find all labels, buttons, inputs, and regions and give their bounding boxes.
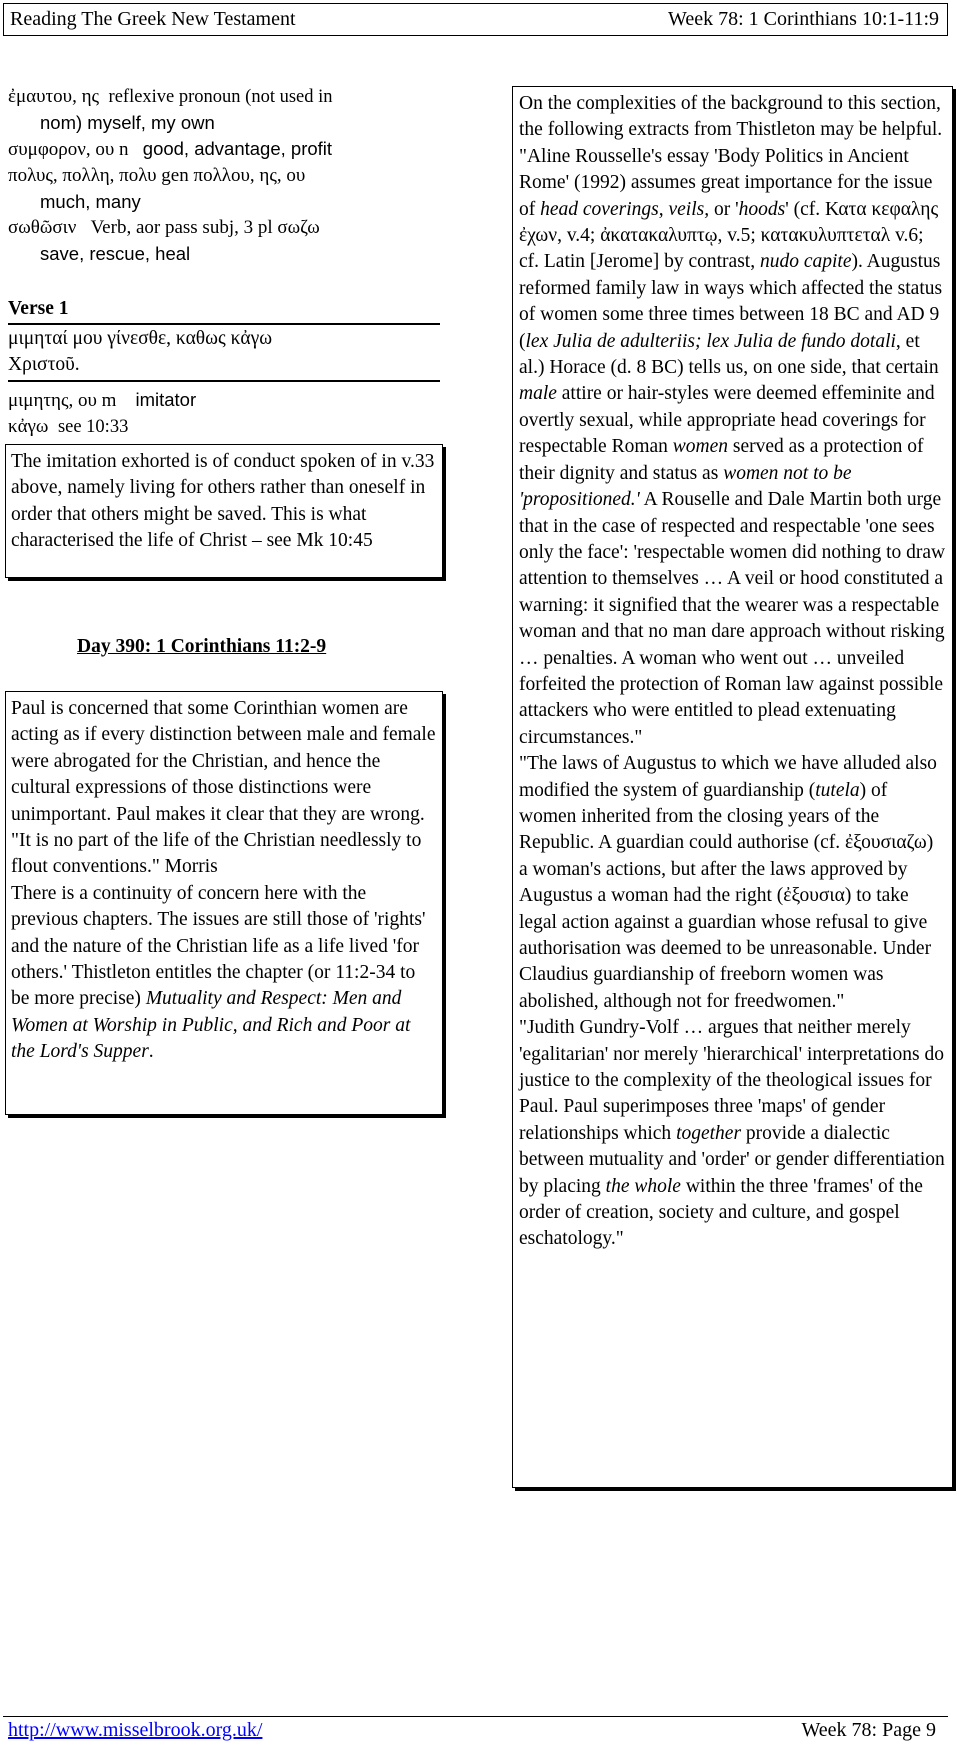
- vocab-gloss: imitator: [135, 389, 197, 410]
- vocab-greek: μιμητης, ου m: [8, 390, 117, 411]
- note-thistleton: [512, 86, 953, 1488]
- vocab-greek: συμφορον, ου n: [8, 139, 129, 160]
- vocab-list-2: [8, 387, 438, 440]
- day-heading: Day 390: 1 Corinthians 11:2-9: [77, 636, 327, 657]
- vocab-list-1: [8, 84, 438, 267]
- footer-page-number: Week 78: Page 9: [801, 1719, 936, 1741]
- note-paragraph: Paul is concerned that some Corinthian women are acting as if every distinction between male and female were abrogated for the Christian, and hence the cultural expressions of those distinctions were unimportant. Paul makes it clear that they are wrong. "It is no part of the life of the Christian needlessly to flout conventions." Morris: [11, 698, 436, 878]
- vocab-gloss-cont: much, many: [40, 191, 141, 212]
- divider: [8, 323, 440, 325]
- vocab-gloss: Verb, aor pass subj, 3 pl σωζω: [90, 217, 320, 238]
- vocab-entry: [8, 163, 438, 215]
- quote-paragraph: On the complexities of the background to this section, the following extracts from Thistleton may be helpful. "Aline Rousselle's essay 'Body Politics in Ancient Rome' (1992) assumes great importance for the issue of head coverings, veils, or 'hoods' (cf. Κατα κεφαλης ἐχων, v.4; ἀκατακαλυπτῳ, v.5; κατακυλυπτεταλ v.6; cf. Latin [Jerome] by contrast, nudo capite). Augustus reformed family law in ways which affected the status of women some three times between 18 BC and AD 9 (lex Julia de adulteriis; lex Julia de fundo dotali, et al.) Horace (d. 8 BC) tells us, on one side, that certain male attire or hair-styles were deemed effeminite and overtly sexual, while appropriate head coverings for respectable Roman women served as a protection of their dignity and status as women not to be 'propositioned.' A Rouselle and Dale Martin both urge that in the case of respected and respectable 'one sees only the face': 'respectable women did nothing to draw attention to themselves … A veil or hood constituted a warning: it signified that the wearer was a respectable woman and that no man dare approach without risking … penalties. A woman who went out … unveiled forfeited the protection of Roman law against possible attackers who were entitled to plead extenuating circumstances.": [519, 93, 946, 748]
- vocab-greek: ἐμαυτου, ης: [8, 86, 100, 107]
- quote-paragraph: "The laws of Augustus to which we have alluded also modified the system of guardianship (tutela) of women inherited from the closing years of the Republic. A guardian could authorise (cf. ἐξουσιαζω) a woman's actions, but after the laws approved by Augustus a woman had the right (ἐξουσια) to take legal action against a guardian whose refusal to give authorisation was deemed to be unreasonable. Under Claudius guardianship of freeborn women was abolished, although not for freedwomen.": [519, 753, 937, 1012]
- page-header: [3, 3, 948, 36]
- note-context: [5, 691, 443, 1115]
- vocab-entry: [8, 215, 438, 267]
- vocab-entry: [8, 387, 438, 414]
- verse-label: Verse 1: [8, 298, 69, 319]
- footer-divider: [3, 1716, 948, 1717]
- header-title: Reading The Greek New Testament: [10, 8, 296, 30]
- vocab-entry: [8, 136, 438, 163]
- note-imitation: [5, 444, 443, 578]
- vocab-gloss: good, advantage, profit: [142, 138, 333, 159]
- note-paragraph: [11, 881, 437, 1066]
- note-text: The imitation exhorted is of conduct spoken of in v.33 above, namely living for others rather than oneself in order that others might be saved. This is what characterised the life of Christ – see Mk 10:45: [11, 451, 435, 552]
- divider: [8, 380, 440, 382]
- vocab-greek: κἀγω: [8, 416, 49, 437]
- quote-paragraph: "Judith Gundry-Volf … argues that neither merely 'egalitarian' nor merely 'hierarchical' interpretations do justice to the complexity of the theological issues for Paul. Paul superimposes three 'maps' of gender relationships which together provide a dialectic between mutuality and 'order' or gender differentiation by placing the whole within the three 'frames' of the order of creation, society and culture, and gospel eschatology.": [519, 1017, 945, 1250]
- vocab-gloss: reflexive pronoun (not used in: [108, 87, 333, 107]
- footer-url-link[interactable]: http://www.misselbrook.org.uk/: [8, 1719, 263, 1741]
- note-text: .: [148, 1041, 154, 1063]
- vocab-greek: σωθῶσιν: [8, 217, 77, 238]
- note-text: There is a continuity of concern here with the previous chapters. The issues are still those of 'rights' and the nature of the Christian life as a life lived 'for others.' Thistleton entitles the chapter (or 11:2-34 to be more precise): [11, 882, 426, 1010]
- verse-text: μιμηταί μου γίνεσθε, καθως κἀγω Χριστοῦ.: [8, 328, 273, 375]
- vocab-gloss: see 10:33: [57, 417, 129, 437]
- vocab-entry: [8, 414, 438, 440]
- vocab-greek: πολυς, πολλη, πολυ gen πολλου, ης, ου: [8, 165, 306, 186]
- vocab-gloss-cont: nom) myself, my own: [40, 112, 215, 133]
- header-week: Week 78: 1 Corinthians 10:1-11:9: [668, 8, 939, 30]
- vocab-gloss-cont: save, rescue, heal: [40, 243, 191, 264]
- chapter-title: Mutuality and Respect: Men and Women at Worship in Public, and Rich and Poor at the Lord's Supper: [11, 988, 411, 1063]
- vocab-entry: [8, 84, 438, 136]
